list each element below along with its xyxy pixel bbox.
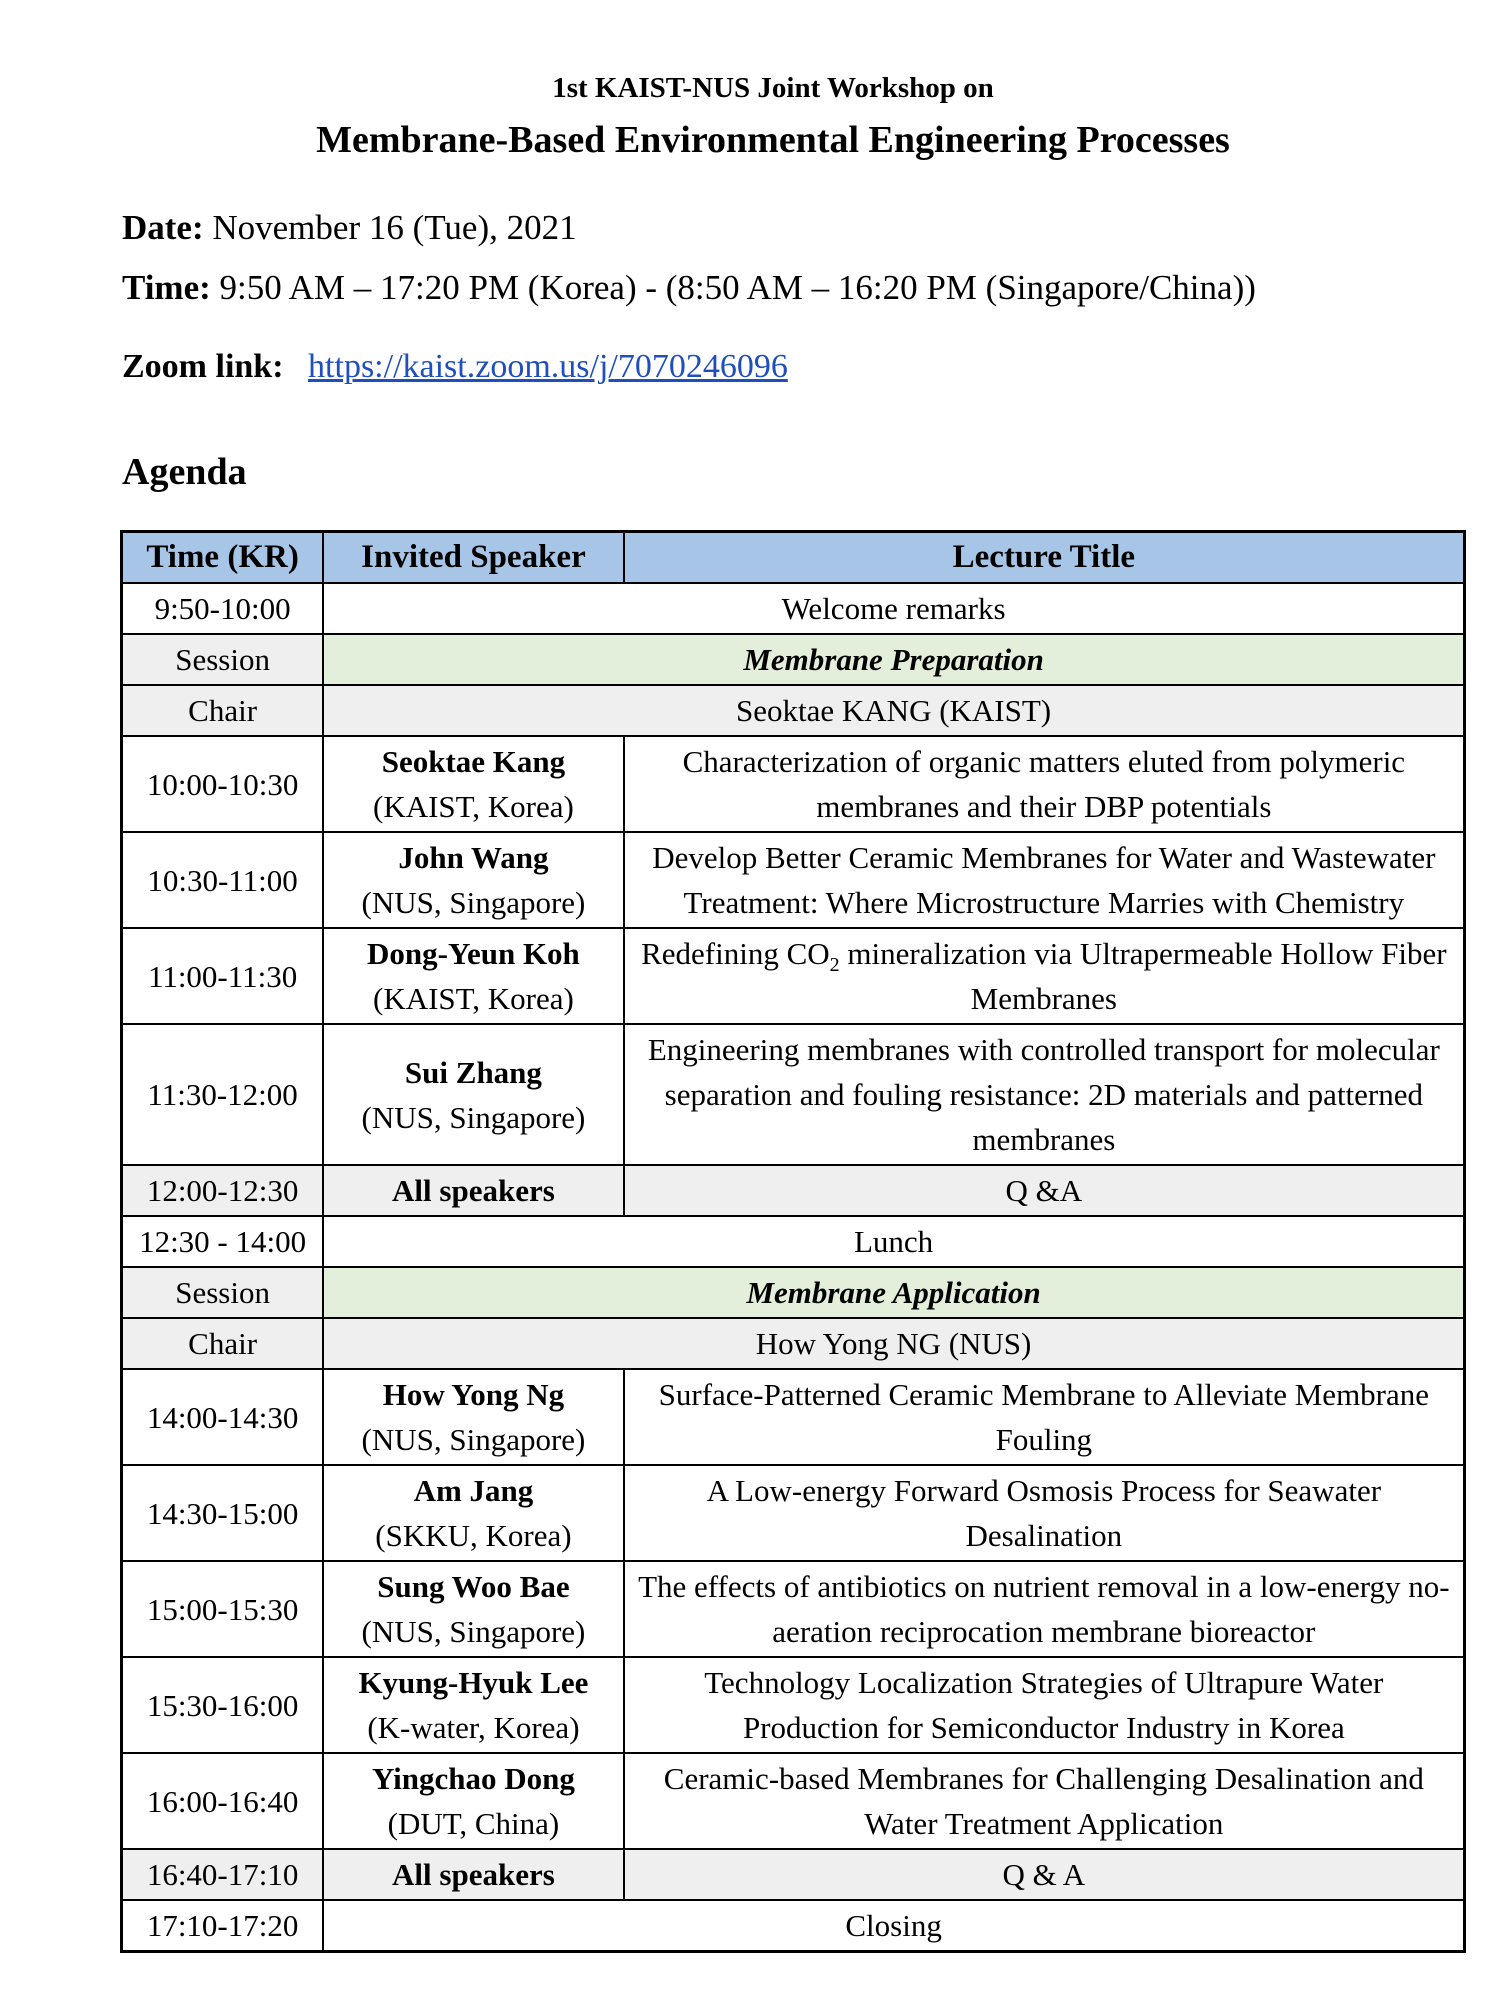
speaker-cell: All speakers: [323, 1165, 623, 1216]
speaker-name: Yingchao Dong: [371, 1761, 575, 1796]
chair-label: Chair: [122, 685, 324, 736]
speaker-cell: All speakers: [323, 1849, 623, 1900]
closing-row: [122, 1900, 1465, 1952]
speaker-cell: [323, 1753, 623, 1849]
header-speaker: Invited Speaker: [323, 532, 623, 584]
welcome-cell: Welcome remarks: [323, 583, 1464, 634]
table-row: [122, 1369, 1465, 1465]
table-row: [122, 1657, 1465, 1753]
table-row: [122, 1024, 1465, 1165]
speaker-affiliation: (NUS, Singapore): [361, 1099, 586, 1135]
speaker-name: How Yong Ng: [382, 1377, 565, 1412]
speaker-affiliation: (KAIST, Korea): [373, 981, 574, 1016]
lecture-title: Engineering membranes with controlled transport for molecular separation and fouling resistance: 2D materials and patterned membranes: [624, 1024, 1465, 1165]
speaker-cell: [323, 1465, 623, 1561]
lecture-title: The effects of antibiotics on nutrient removal in a low-energy no-aeration reciprocation membrane bioreactor: [624, 1561, 1465, 1657]
speaker-name: Dong-Yeun Koh: [367, 936, 580, 971]
zoom-line: [122, 348, 788, 386]
chair-name: Seoktae KANG (KAIST): [323, 685, 1464, 736]
lecture-title: Q &A: [624, 1165, 1465, 1216]
speaker-affiliation: (SKKU, Korea): [375, 1518, 572, 1553]
table-row: [122, 1753, 1465, 1849]
lecture-title: Surface-Patterned Ceramic Membrane to Alleviate Membrane Fouling: [624, 1369, 1465, 1465]
time-cell: 16:00-16:40: [122, 1753, 324, 1849]
speaker-cell: [323, 1561, 623, 1657]
time-cell: 14:00-14:30: [122, 1369, 324, 1465]
time-cell: 14:30-15:00: [122, 1465, 324, 1561]
chair-row: [122, 685, 1465, 736]
lecture-title-part: mineralization via Ultrapermeable Hollow Fiber Membranes: [839, 936, 1447, 1016]
session-title: Membrane Preparation: [323, 634, 1464, 685]
session-row: [122, 634, 1465, 685]
time-cell: 11:00-11:30: [122, 928, 324, 1024]
lunch-cell: Lunch: [323, 1216, 1464, 1267]
lecture-title: Q & A: [624, 1849, 1465, 1900]
time-cell: 10:00-10:30: [122, 736, 324, 832]
time-value: 9:50 AM – 17:20 PM (Korea) - (8:50 AM – 16:20 PM (Singapore/China)): [219, 268, 1256, 307]
agenda-heading: Agenda: [122, 451, 247, 493]
speaker-name: Sui Zhang: [404, 1054, 542, 1090]
qa-row: [122, 1849, 1465, 1900]
speaker-name: Kyung-Hyuk Lee: [358, 1665, 589, 1700]
time-cell: 10:30-11:00: [122, 832, 324, 928]
time-cell: 15:00-15:30: [122, 1561, 324, 1657]
time-cell: 15:30-16:00: [122, 1657, 324, 1753]
speaker-cell: [323, 1369, 623, 1465]
agenda-table: [120, 530, 1466, 1953]
speaker-name: Seoktae Kang: [381, 744, 566, 779]
workshop-title-line1: 1st KAIST-NUS Joint Workshop on: [552, 72, 994, 104]
time-line: [122, 268, 1256, 308]
table-header-row: [122, 532, 1465, 584]
table-row: [122, 1561, 1465, 1657]
speaker-affiliation: (NUS, Singapore): [361, 1614, 586, 1649]
time-cell: 17:10-17:20: [122, 1900, 324, 1952]
time-cell: 11:30-12:00: [122, 1024, 324, 1165]
time-cell: 12:30 - 14:00: [122, 1216, 324, 1267]
speaker-affiliation: (NUS, Singapore): [361, 885, 586, 920]
chair-name: How Yong NG (NUS): [323, 1318, 1464, 1369]
table-row: [122, 928, 1465, 1024]
zoom-label: Zoom link:: [122, 348, 284, 385]
speaker-name: Sung Woo Bae: [377, 1569, 570, 1604]
qa-row: [122, 1165, 1465, 1216]
time-cell: 12:00-12:30: [122, 1165, 324, 1216]
speaker-cell: [323, 832, 623, 928]
date-label: Date:: [122, 208, 204, 247]
table-row: [122, 1465, 1465, 1561]
session-label: Session: [122, 1267, 324, 1318]
speaker-affiliation: (K-water, Korea): [367, 1710, 580, 1745]
lecture-title: [624, 928, 1465, 1024]
session-label: Session: [122, 634, 324, 685]
speaker-affiliation: (NUS, Singapore): [361, 1422, 586, 1457]
time-cell: 16:40-17:10: [122, 1849, 324, 1900]
workshop-title-line2: Membrane-Based Environmental Engineering Processes: [316, 119, 1230, 161]
speaker-cell: [323, 1657, 623, 1753]
lecture-title: A Low-energy Forward Osmosis Process for Seawater Desalination: [624, 1465, 1465, 1561]
lecture-title: Ceramic-based Membranes for Challenging Desalination and Water Treatment Application: [624, 1753, 1465, 1849]
header-title: Lecture Title: [624, 532, 1465, 584]
speaker-name: Am Jang: [413, 1473, 534, 1508]
date-value: November 16 (Tue), 2021: [212, 208, 577, 247]
speaker-cell: [323, 1024, 623, 1165]
lecture-title-part: Redefining CO: [641, 936, 830, 971]
welcome-row: [122, 583, 1465, 634]
speaker-affiliation: (KAIST, Korea): [373, 789, 574, 824]
lecture-title: Technology Localization Strategies of Ultrapure Water Production for Semiconductor Industry in Korea: [624, 1657, 1465, 1753]
lecture-title: Characterization of organic matters eluted from polymeric membranes and their DBP potentials: [624, 736, 1465, 832]
subscript: 2: [829, 954, 840, 977]
table-row: [122, 736, 1465, 832]
zoom-link[interactable]: https://kaist.zoom.us/j/7070246096: [308, 348, 788, 385]
time-label: Time:: [122, 268, 211, 307]
table-row: [122, 832, 1465, 928]
header-time: Time (KR): [122, 532, 324, 584]
session-row: [122, 1267, 1465, 1318]
lunch-row: [122, 1216, 1465, 1267]
chair-row: [122, 1318, 1465, 1369]
speaker-cell: [323, 928, 623, 1024]
speaker-name: John Wang: [398, 840, 549, 875]
session-title: Membrane Application: [323, 1267, 1464, 1318]
chair-label: Chair: [122, 1318, 324, 1369]
closing-cell: Closing: [323, 1900, 1464, 1952]
lecture-title: Develop Better Ceramic Membranes for Water and Wastewater Treatment: Where Microstructure Marries with Chemistry: [624, 832, 1465, 928]
time-cell: 9:50-10:00: [122, 583, 324, 634]
date-line: [122, 208, 577, 248]
speaker-cell: [323, 736, 623, 832]
speaker-affiliation: (DUT, China): [387, 1806, 560, 1841]
